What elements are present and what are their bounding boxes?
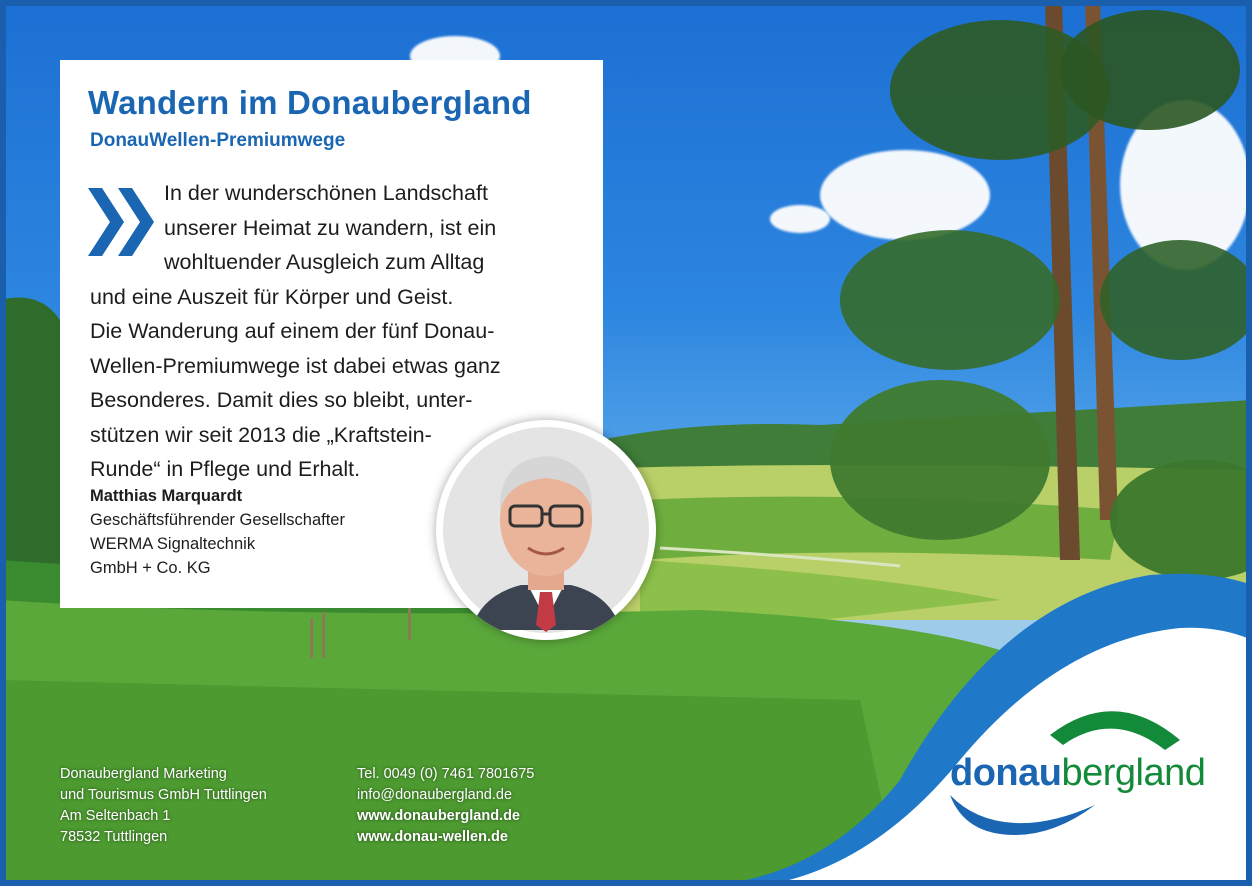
- quote-line: wohltuender Ausgleich zum Alltag: [164, 250, 485, 274]
- page-title: Wandern im Donaubergland: [88, 84, 532, 121]
- address-line: Donaubergland Marketing: [60, 766, 227, 782]
- page-subtitle: DonauWellen-Premiumwege: [90, 130, 346, 151]
- footer-address: [60, 764, 267, 848]
- contact-email-link[interactable]: info@donaubergland.de: [357, 787, 513, 803]
- author-name: Matthias Marquardt: [90, 487, 243, 505]
- quote-line: und eine Auszeit für Körper und Geist.: [90, 284, 454, 309]
- address-line: 78532 Tuttlingen: [60, 829, 168, 845]
- logo-wordmark: [950, 752, 1205, 795]
- quote-line: Besonderes. Damit dies so bleibt, unter-: [90, 388, 473, 412]
- author-block: [90, 484, 345, 580]
- address-line: Am Seltenbach 1: [60, 808, 171, 824]
- author-company-line2: GmbH + Co. KG: [90, 559, 211, 577]
- quote-line: stützen wir seit 2013 die „Kraftstein-: [90, 422, 432, 447]
- author-portrait: [436, 420, 656, 640]
- contact-phone: Tel. 0049 (0) 7461 7801675: [357, 766, 535, 782]
- author-role: Geschäftsführender Gesellschafter: [90, 511, 345, 529]
- author-company-line1: WERMA Signaltechnik: [90, 535, 256, 553]
- website-link-donau-wellen[interactable]: www.donau-wellen.de: [357, 829, 508, 845]
- logo-part-donau: donau: [950, 752, 1062, 794]
- website-link-donaubergland[interactable]: www.donaubergland.de: [357, 808, 520, 824]
- footer-contact: [357, 764, 534, 848]
- quote-line: Die Wanderung auf einem der fünf Donau-: [90, 319, 495, 343]
- quote-line: Wellen-Premiumwege ist dabei etwas ganz: [90, 353, 501, 378]
- quote-line: unserer Heimat zu wandern, ist ein: [164, 215, 497, 240]
- quote-line: Runde“ in Pflege und Erhalt.: [90, 457, 361, 481]
- portrait-illustration: [436, 420, 656, 640]
- quote-line: In der wunderschönen Landschaft: [164, 181, 488, 205]
- logo-part-bergland: bergland: [1061, 752, 1206, 794]
- address-line: und Tourismus GmbH Tuttlingen: [60, 787, 267, 803]
